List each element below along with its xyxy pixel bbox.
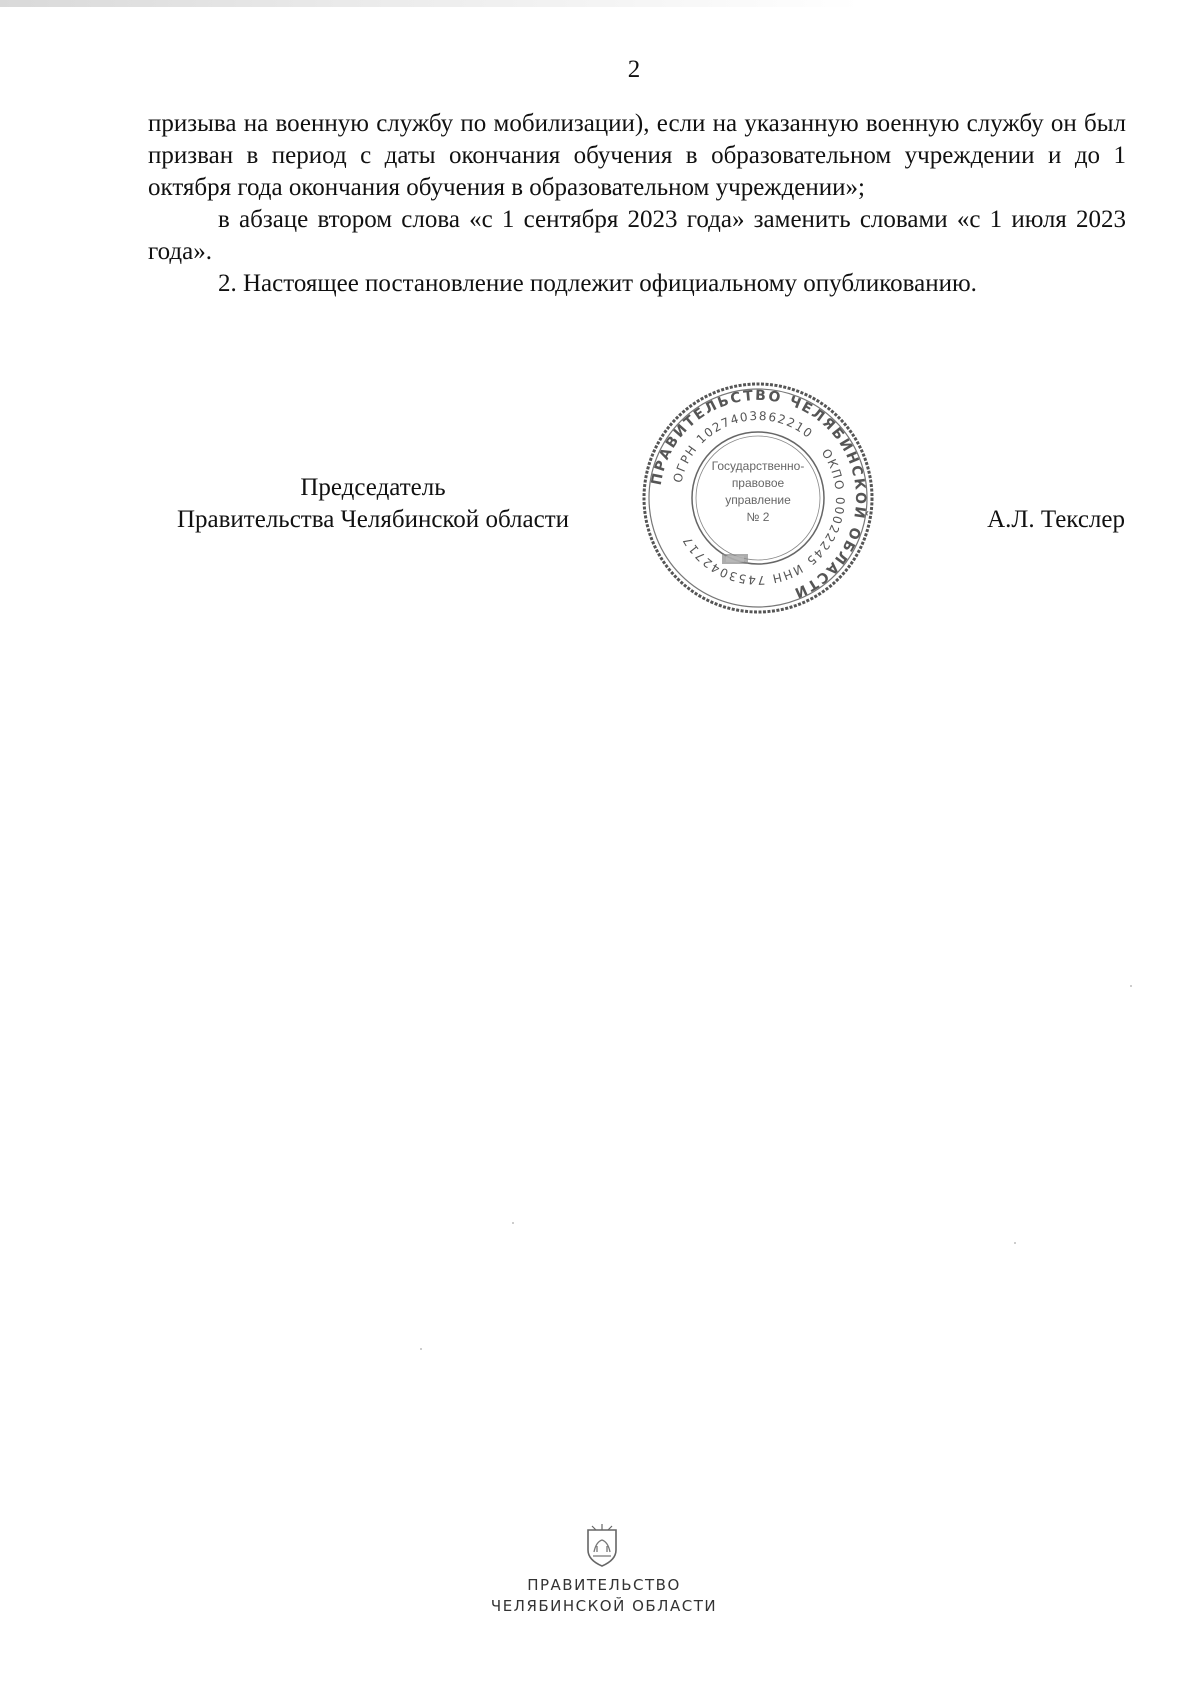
stamp-emblem-icon bbox=[722, 554, 748, 564]
scan-speck bbox=[512, 1222, 514, 1224]
paragraph-publication: 2. Настоящее постановление подлежит официальному опубликованию. bbox=[218, 270, 977, 297]
signatory-position bbox=[148, 472, 598, 536]
paragraph-continuation: призыва на военную службу по мобилизации), если на указанную военную службу он был призван в период с даты окончания обучения в образовательном учреждении и до 1 октября года окончания обучения в образовательном учреждении»; bbox=[148, 110, 1126, 201]
stamp-center-line-2: правовое bbox=[731, 476, 785, 490]
scan-edge-artifact bbox=[0, 0, 860, 7]
stamp-inn: ИНН 7453042717 bbox=[679, 533, 806, 588]
page-number: 2 bbox=[627, 56, 641, 83]
signatory-name: А.Л. Текслер bbox=[987, 506, 1125, 533]
regional-coat-of-arms-icon bbox=[582, 1522, 622, 1568]
document-body bbox=[148, 108, 1126, 300]
signatory-title-line-1: Председатель bbox=[300, 474, 446, 501]
scan-speck bbox=[1130, 985, 1132, 987]
stamp-center-line-1: Государственно- bbox=[711, 459, 805, 473]
scan-speck bbox=[420, 1348, 422, 1350]
signatory-title-line-2: Правительства Челябинской области bbox=[176, 506, 570, 533]
stamp-center-line-4: № 2 bbox=[746, 510, 770, 524]
stamp-ogrn: ОГРН 1027403862210 bbox=[670, 408, 816, 485]
footer-government-line-1: ПРАВИТЕЛЬСТВО bbox=[527, 1576, 681, 1594]
stamp-okpo: ОКПО 00022245 bbox=[803, 446, 848, 569]
stamp-outer-text: ПРАВИТЕЛЬСТВО ЧЕЛЯБИНСКОЙ ОБЛАСТИ bbox=[648, 387, 869, 602]
paragraph-amendment: в абзаце втором слова «с 1 сентября 2023 года» заменить словами «с 1 июля 2023 года». bbox=[148, 206, 1126, 265]
scan-speck bbox=[1014, 1242, 1016, 1244]
official-seal-stamp bbox=[638, 378, 878, 618]
footer-government-line-2: ЧЕЛЯБИНСКОЙ ОБЛАСТИ bbox=[490, 1597, 718, 1615]
stamp-center-line-3: управление bbox=[725, 493, 791, 507]
